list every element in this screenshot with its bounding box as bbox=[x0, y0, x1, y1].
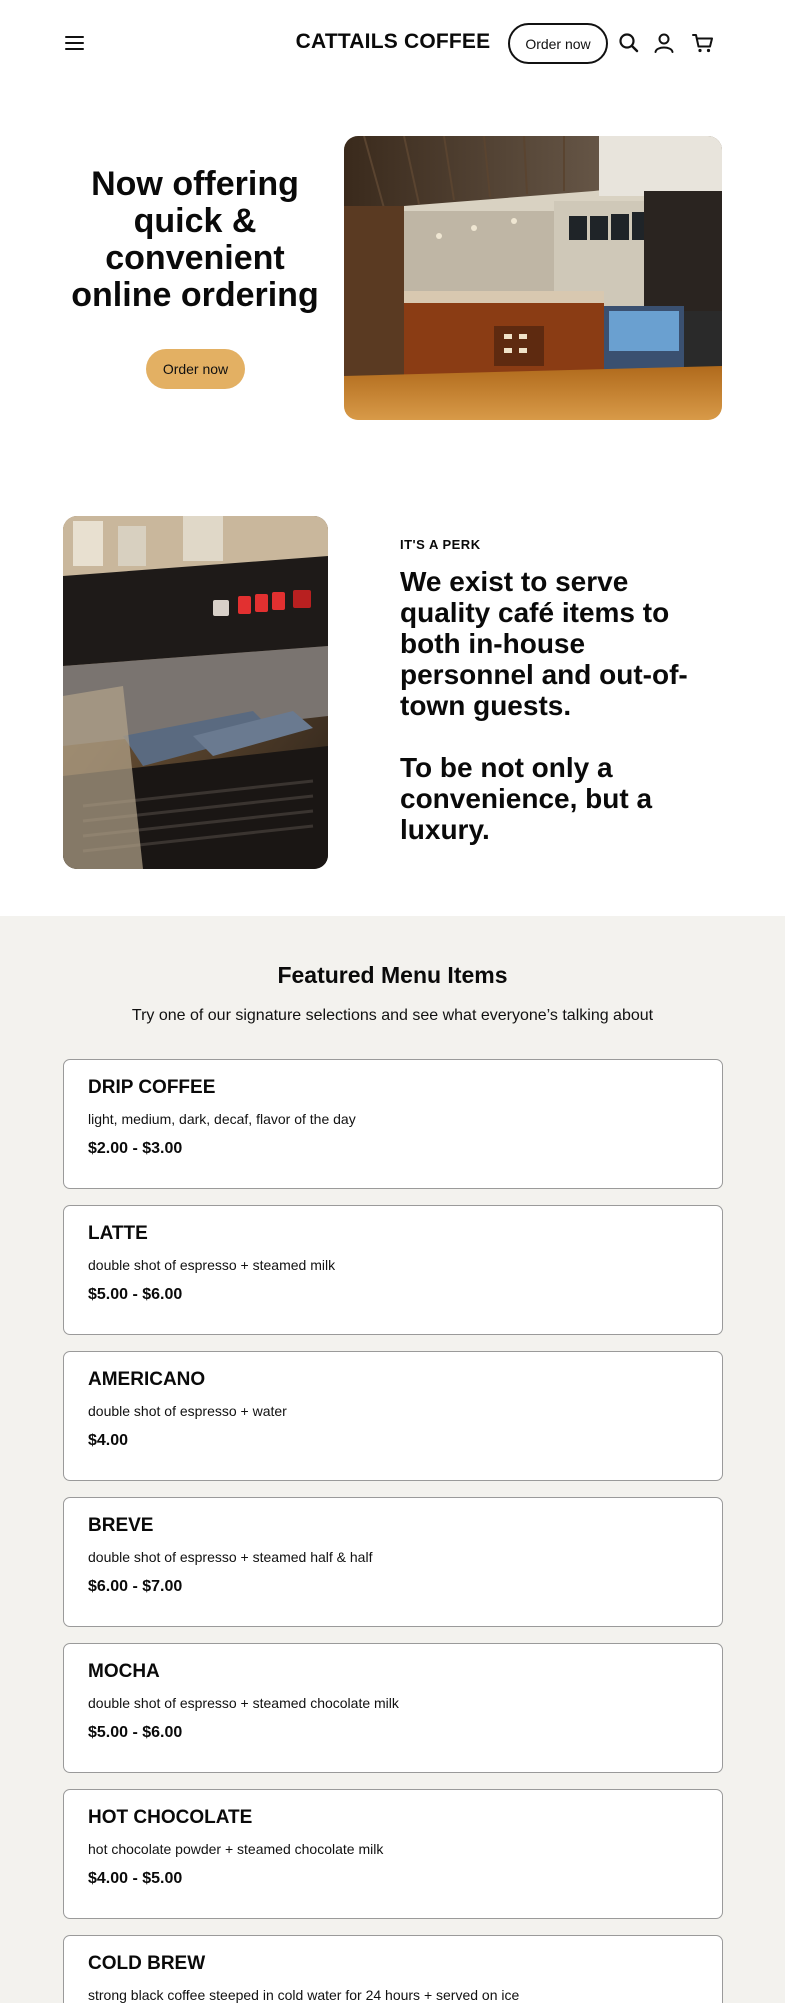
menu-item-name: HOT CHOCOLATE bbox=[88, 1807, 253, 1828]
menu-item-card[interactable] bbox=[63, 1497, 723, 1627]
menu-item-price: $2.00 - $3.00 bbox=[88, 1140, 183, 1157]
menu-item-description: double shot of espresso + steamed half & half bbox=[88, 1549, 373, 1565]
hero-order-now-button[interactable]: Order now bbox=[146, 349, 245, 389]
menu-item-card[interactable] bbox=[63, 1935, 723, 2003]
menu-item-card[interactable] bbox=[63, 1205, 723, 1335]
featured-menu-title: Featured Menu Items bbox=[277, 962, 508, 988]
perk-eyebrow: IT'S A PERK bbox=[400, 537, 481, 552]
menu-list bbox=[63, 1059, 723, 2003]
menu-item-name: COLD BREW bbox=[88, 1953, 206, 1974]
featured-menu-section bbox=[0, 916, 785, 2003]
menu-item-name: MOCHA bbox=[88, 1661, 160, 1682]
search-icon[interactable] bbox=[616, 30, 642, 56]
menu-item-description: double shot of espresso + steamed chocolate milk bbox=[88, 1695, 399, 1711]
menu-item-price: $6.00 - $7.00 bbox=[88, 1578, 183, 1595]
menu-item-name: BREVE bbox=[88, 1515, 154, 1536]
menu-item-price: $4.00 - $5.00 bbox=[88, 1870, 183, 1887]
menu-item-name: AMERICANO bbox=[88, 1369, 206, 1390]
menu-item-card[interactable] bbox=[63, 1351, 723, 1481]
perk-heading-secondary: To be not only a convenience, but a luxury. bbox=[400, 752, 653, 845]
perk-heading: We exist to serve quality café items to both in-house personnel and out-of-town guests. bbox=[400, 566, 688, 721]
menu-item-price: $5.00 - $6.00 bbox=[88, 1286, 183, 1303]
menu-item-name: DRIP COFFEE bbox=[88, 1077, 216, 1098]
menu-item-name: LATTE bbox=[88, 1223, 148, 1244]
featured-menu-subtitle: Try one of our signature selections and see what everyone’s talking about bbox=[131, 1007, 654, 1024]
menu-item-price: $4.00 bbox=[88, 1432, 129, 1449]
menu-item-description: light, medium, dark, decaf, flavor of the day bbox=[88, 1111, 356, 1127]
menu-item-card[interactable] bbox=[63, 1789, 723, 1919]
hamburger-menu-icon[interactable] bbox=[62, 31, 88, 55]
site-header bbox=[0, 0, 785, 86]
hero-section bbox=[0, 86, 785, 486]
hero-title: Now offering quick & convenient online ordering bbox=[71, 165, 319, 314]
menu-item-description: double shot of espresso + water bbox=[88, 1403, 287, 1419]
menu-item-description: double shot of espresso + steamed milk bbox=[88, 1257, 336, 1273]
account-icon[interactable] bbox=[651, 30, 677, 56]
cafe-interior-image bbox=[344, 136, 722, 420]
cart-icon[interactable] bbox=[690, 30, 716, 56]
brand-logo[interactable]: CATTAILS COFFEE bbox=[295, 30, 491, 53]
menu-item-description: strong black coffee steeped in cold water for 24 hours + served on ice bbox=[88, 1987, 520, 2003]
header-order-now-button[interactable]: Order now bbox=[508, 23, 608, 64]
perk-section bbox=[0, 486, 785, 916]
menu-item-card[interactable] bbox=[63, 1059, 723, 1189]
menu-item-description: hot chocolate powder + steamed chocolate milk bbox=[88, 1841, 384, 1857]
espresso-machine-image bbox=[63, 516, 328, 869]
menu-item-card[interactable] bbox=[63, 1643, 723, 1773]
menu-item-price: $5.00 - $6.00 bbox=[88, 1724, 183, 1741]
